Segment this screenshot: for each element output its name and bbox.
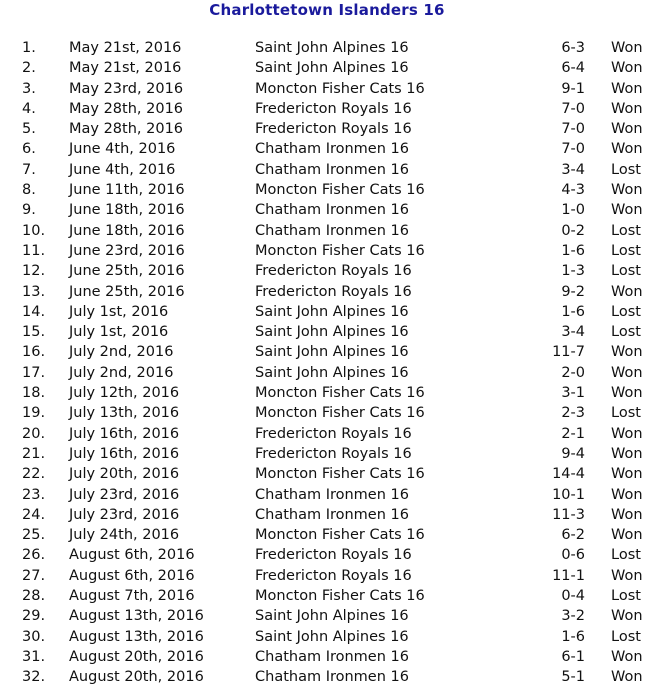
game-date: July 13th, 2016	[69, 405, 180, 422]
game-result: Won	[611, 100, 643, 117]
game-row	[0, 627, 654, 647]
game-row	[0, 139, 654, 159]
game-date: July 20th, 2016	[69, 466, 180, 483]
game-result: Won	[611, 466, 643, 483]
game-result: Won	[611, 182, 643, 199]
game-number: 11.	[22, 242, 46, 259]
game-result: Lost	[611, 222, 641, 239]
game-number: 20.	[22, 425, 46, 442]
game-opponent: Chatham Ironmen 16	[255, 222, 409, 239]
game-opponent: Moncton Fisher Cats 16	[255, 527, 425, 544]
game-row	[0, 322, 654, 342]
game-row	[0, 444, 654, 464]
game-score: 1-0	[561, 202, 585, 219]
game-row	[0, 221, 654, 241]
game-opponent: Saint John Alpines 16	[255, 608, 409, 625]
game-row	[0, 363, 654, 383]
game-date: July 23rd, 2016	[69, 506, 180, 523]
game-date: June 25th, 2016	[69, 263, 185, 280]
game-row	[0, 586, 654, 606]
game-number: 12.	[22, 263, 46, 280]
game-result: Lost	[611, 324, 641, 341]
game-opponent: Chatham Ironmen 16	[255, 141, 409, 158]
game-opponent: Fredericton Royals 16	[255, 547, 412, 564]
game-score: 0-6	[561, 547, 585, 564]
game-row	[0, 261, 654, 281]
game-result: Won	[611, 648, 643, 665]
game-score: 10-1	[552, 486, 585, 503]
game-result: Won	[611, 608, 643, 625]
game-result: Lost	[611, 628, 641, 645]
game-result: Lost	[611, 161, 641, 178]
game-score: 11-3	[552, 506, 585, 523]
game-number: 26.	[22, 547, 46, 564]
game-row	[0, 241, 654, 261]
game-number: 24.	[22, 506, 46, 523]
game-row	[0, 606, 654, 626]
game-opponent: Fredericton Royals 16	[255, 121, 412, 138]
game-number: 3.	[22, 80, 36, 97]
game-list	[0, 38, 654, 688]
game-number: 10.	[22, 222, 46, 239]
game-row	[0, 200, 654, 220]
game-date: June 18th, 2016	[69, 222, 185, 239]
game-number: 9.	[22, 202, 36, 219]
game-opponent: Moncton Fisher Cats 16	[255, 466, 425, 483]
game-result: Won	[611, 40, 643, 56]
game-date: May 21st, 2016	[69, 40, 182, 56]
game-score: 0-2	[561, 222, 585, 239]
game-date: June 25th, 2016	[69, 283, 185, 300]
game-date: July 1st, 2016	[69, 324, 169, 341]
game-row	[0, 403, 654, 423]
game-score: 1-6	[561, 303, 585, 320]
game-date: June 4th, 2016	[69, 141, 176, 158]
game-opponent: Saint John Alpines 16	[255, 364, 409, 381]
game-date: June 18th, 2016	[69, 202, 185, 219]
game-opponent: Moncton Fisher Cats 16	[255, 405, 425, 422]
game-date: August 20th, 2016	[69, 648, 204, 665]
game-opponent: Saint John Alpines 16	[255, 344, 409, 361]
game-row	[0, 302, 654, 322]
game-date: August 13th, 2016	[69, 608, 204, 625]
game-row	[0, 282, 654, 302]
game-row	[0, 38, 654, 58]
game-score: 4-3	[561, 182, 585, 199]
game-row	[0, 667, 654, 687]
game-number: 7.	[22, 161, 36, 178]
game-date: June 23rd, 2016	[69, 242, 185, 259]
game-score: 9-2	[561, 283, 585, 300]
game-result: Won	[611, 445, 643, 462]
game-row	[0, 180, 654, 200]
game-row	[0, 58, 654, 78]
game-row	[0, 647, 654, 667]
game-score: 14-4	[552, 466, 585, 483]
game-date: August 13th, 2016	[69, 628, 204, 645]
game-number: 32.	[22, 669, 46, 686]
game-opponent: Chatham Ironmen 16	[255, 648, 409, 665]
game-result: Won	[611, 527, 643, 544]
game-number: 14.	[22, 303, 46, 320]
game-number: 13.	[22, 283, 46, 300]
game-score: 7-0	[561, 100, 585, 117]
game-result: Lost	[611, 242, 641, 259]
game-date: July 16th, 2016	[69, 445, 180, 462]
game-score: 3-2	[561, 608, 585, 625]
game-row	[0, 383, 654, 403]
game-opponent: Chatham Ironmen 16	[255, 202, 409, 219]
game-score: 2-0	[561, 364, 585, 381]
game-result: Won	[611, 202, 643, 219]
game-score: 7-0	[561, 121, 585, 138]
game-date: June 4th, 2016	[69, 161, 176, 178]
game-row	[0, 79, 654, 99]
game-score: 0-4	[561, 588, 585, 605]
game-number: 30.	[22, 628, 46, 645]
game-number: 23.	[22, 486, 46, 503]
game-date: May 21st, 2016	[69, 60, 182, 77]
game-row	[0, 464, 654, 484]
game-date: July 2nd, 2016	[69, 364, 174, 381]
game-row	[0, 424, 654, 444]
game-number: 22.	[22, 466, 46, 483]
game-score: 6-4	[561, 60, 585, 77]
game-row	[0, 525, 654, 545]
game-date: August 20th, 2016	[69, 669, 204, 686]
game-result: Lost	[611, 588, 641, 605]
game-date: July 12th, 2016	[69, 385, 180, 402]
game-score: 1-6	[561, 242, 585, 259]
game-opponent: Fredericton Royals 16	[255, 425, 412, 442]
game-number: 6.	[22, 141, 36, 158]
game-opponent: Fredericton Royals 16	[255, 100, 412, 117]
game-score: 9-4	[561, 445, 585, 462]
game-result: Lost	[611, 405, 641, 422]
game-score: 11-1	[552, 567, 585, 584]
game-number: 25.	[22, 527, 46, 544]
game-row	[0, 119, 654, 139]
game-result: Lost	[611, 547, 641, 564]
game-opponent: Moncton Fisher Cats 16	[255, 242, 425, 259]
game-result: Lost	[611, 263, 641, 280]
game-result: Won	[611, 486, 643, 503]
game-opponent: Chatham Ironmen 16	[255, 486, 409, 503]
game-date: August 6th, 2016	[69, 547, 195, 564]
game-number: 21.	[22, 445, 46, 462]
game-number: 28.	[22, 588, 46, 605]
game-row	[0, 485, 654, 505]
game-number: 29.	[22, 608, 46, 625]
game-row	[0, 545, 654, 565]
game-score: 3-4	[561, 324, 585, 341]
game-number: 16.	[22, 344, 46, 361]
game-score: 2-3	[561, 405, 585, 422]
game-result: Won	[611, 669, 643, 686]
game-number: 5.	[22, 121, 36, 138]
game-score: 11-7	[552, 344, 585, 361]
game-result: Won	[611, 567, 643, 584]
game-result: Won	[611, 80, 643, 97]
game-opponent: Chatham Ironmen 16	[255, 161, 409, 178]
game-row	[0, 505, 654, 525]
game-opponent: Moncton Fisher Cats 16	[255, 385, 425, 402]
game-number: 17.	[22, 364, 46, 381]
game-opponent: Saint John Alpines 16	[255, 324, 409, 341]
game-opponent: Moncton Fisher Cats 16	[255, 588, 425, 605]
game-opponent: Moncton Fisher Cats 16	[255, 80, 425, 97]
game-date: July 24th, 2016	[69, 527, 180, 544]
game-date: May 23rd, 2016	[69, 80, 184, 97]
game-score: 1-6	[561, 628, 585, 645]
game-score: 6-2	[561, 527, 585, 544]
game-date: June 11th, 2016	[69, 182, 185, 199]
game-number: 1.	[22, 40, 36, 56]
game-result: Won	[611, 385, 643, 402]
game-opponent: Chatham Ironmen 16	[255, 669, 409, 686]
game-number: 31.	[22, 648, 46, 665]
game-result: Won	[611, 141, 643, 158]
game-number: 27.	[22, 567, 46, 584]
game-row	[0, 160, 654, 180]
game-opponent: Fredericton Royals 16	[255, 445, 412, 462]
game-score: 3-1	[561, 385, 585, 402]
game-number: 4.	[22, 100, 36, 117]
game-date: May 28th, 2016	[69, 100, 184, 117]
game-result: Won	[611, 60, 643, 77]
game-opponent: Saint John Alpines 16	[255, 60, 409, 77]
game-result: Won	[611, 425, 643, 442]
game-score: 6-3	[561, 40, 585, 56]
game-opponent: Saint John Alpines 16	[255, 303, 409, 320]
page-title: Charlottetown Islanders 16	[209, 1, 445, 19]
game-score: 6-1	[561, 648, 585, 665]
game-date: July 16th, 2016	[69, 425, 180, 442]
game-number: 8.	[22, 182, 36, 199]
game-opponent: Moncton Fisher Cats 16	[255, 182, 425, 199]
game-opponent: Fredericton Royals 16	[255, 567, 412, 584]
game-date: May 28th, 2016	[69, 121, 184, 138]
game-opponent: Fredericton Royals 16	[255, 263, 412, 280]
game-date: August 7th, 2016	[69, 588, 195, 605]
game-row	[0, 99, 654, 119]
game-date: August 6th, 2016	[69, 567, 195, 584]
game-score: 1-3	[561, 263, 585, 280]
game-score: 7-0	[561, 141, 585, 158]
game-opponent: Fredericton Royals 16	[255, 283, 412, 300]
game-result: Won	[611, 283, 643, 300]
game-number: 15.	[22, 324, 46, 341]
game-date: July 23rd, 2016	[69, 486, 180, 503]
game-opponent: Saint John Alpines 16	[255, 628, 409, 645]
game-number: 18.	[22, 385, 46, 402]
game-date: July 2nd, 2016	[69, 344, 174, 361]
game-opponent: Saint John Alpines 16	[255, 40, 409, 56]
game-score: 9-1	[561, 80, 585, 97]
game-result: Won	[611, 344, 643, 361]
game-number: 2.	[22, 60, 36, 77]
game-opponent: Chatham Ironmen 16	[255, 506, 409, 523]
game-number: 19.	[22, 405, 46, 422]
game-date: July 1st, 2016	[69, 303, 169, 320]
game-row	[0, 342, 654, 362]
game-score: 3-4	[561, 161, 585, 178]
game-result: Won	[611, 506, 643, 523]
game-score: 2-1	[561, 425, 585, 442]
game-score: 5-1	[561, 669, 585, 686]
game-result: Lost	[611, 303, 641, 320]
game-result: Won	[611, 364, 643, 381]
game-result: Won	[611, 121, 643, 138]
game-row	[0, 566, 654, 586]
